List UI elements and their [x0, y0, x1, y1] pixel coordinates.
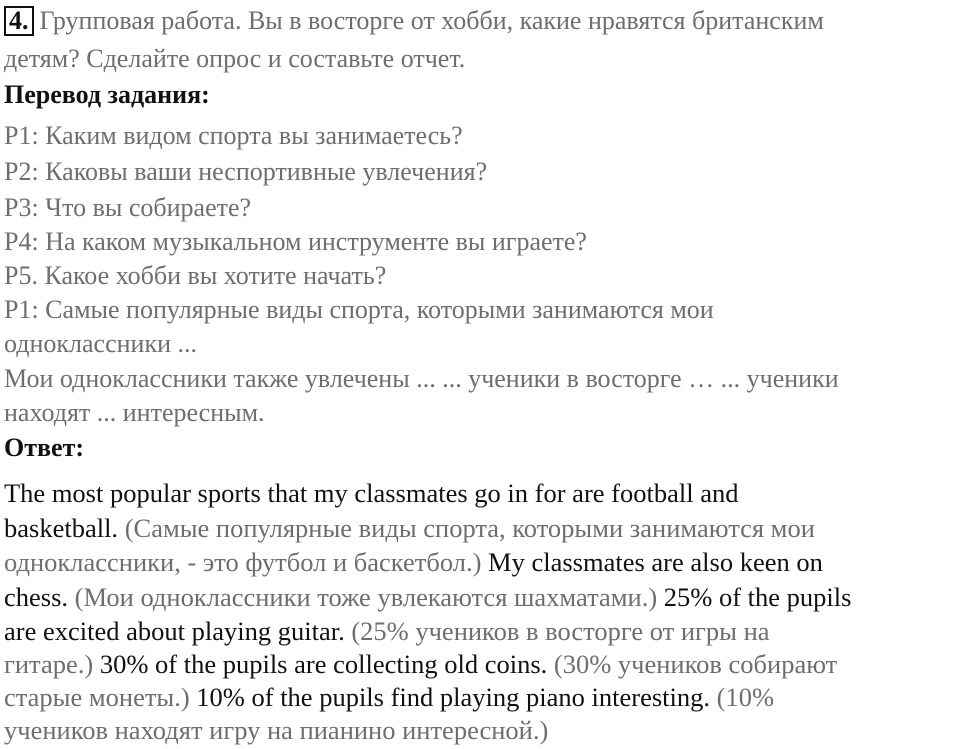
task-text-1: Групповая работа. Вы в восторге от хобби, какие нравятся британским	[39, 6, 824, 35]
translation-line: P2: Каковы ваши неспортивные увлечения?	[4, 157, 488, 186]
task-line-1	[4, 4, 824, 37]
answer-russian: (10%	[710, 682, 775, 712]
answer-russian: учеников находят игру на пианино интересной.)	[4, 715, 549, 745]
translation-line: P1: Самые популярные виды спорта, которыми занимаются мои	[4, 295, 714, 324]
translation-line: P1: Каким видом спорта вы занимаетесь?	[4, 121, 463, 150]
answer-line-8	[4, 714, 548, 747]
answer-russian: старые монеты.)	[4, 682, 190, 712]
answer-english: My classmates are also keen on	[481, 547, 823, 577]
answer-english: 25% of the pupils	[657, 582, 852, 612]
answer-line-4	[4, 581, 851, 614]
task-line-2: детям? Сделайте опрос и составьте отчет.	[4, 44, 466, 73]
answer-english: 10% of the pupils find playing piano interesting.	[189, 682, 711, 712]
answer-line-1	[4, 477, 738, 510]
translation-heading: Перевод задания:	[4, 80, 210, 109]
answer-english: are excited about playing guitar.	[4, 616, 345, 646]
answer-line-6	[4, 648, 837, 681]
answer-english: 30% of the pupils are collecting old coins.	[93, 649, 548, 679]
answer-russian: (Мои одноклассники тоже увлекаются шахматами.)	[68, 582, 658, 612]
answer-heading: Ответ:	[4, 433, 85, 462]
translation-line: находят ... интересным.	[4, 398, 265, 427]
answer-english: The most popular sports that my classmates go in for are football and	[4, 478, 739, 508]
translation-line: P4: На каком музыкальном инструменте вы играете?	[4, 227, 587, 256]
translation-line: P3: Что вы собираете?	[4, 193, 252, 222]
answer-russian: одноклассники, - это футбол и баскетбол.)	[4, 547, 482, 577]
translation-line: одноклассники ...	[4, 329, 197, 358]
answer-line-7	[4, 681, 774, 714]
answer-russian: (30% учеников собирают	[547, 649, 838, 679]
task-number: 4.	[4, 6, 34, 36]
answer-russian: гитаре.)	[4, 649, 94, 679]
answer-english: basketball.	[4, 513, 119, 543]
answer-line-5	[4, 615, 770, 648]
translation-line: Мои одноклассники также увлечены ... ... ученики в восторге … ... ученики	[4, 364, 839, 393]
answer-russian: (Самые популярные виды спорта, которыми занимаются мои	[118, 513, 815, 543]
answer-russian: (25% учеников в восторге от игры на	[344, 616, 770, 646]
translation-line: P5. Какое хобби вы хотите начать?	[4, 261, 387, 290]
answer-line-2	[4, 512, 815, 545]
answer-line-3	[4, 546, 823, 579]
answer-english: chess.	[4, 582, 69, 612]
